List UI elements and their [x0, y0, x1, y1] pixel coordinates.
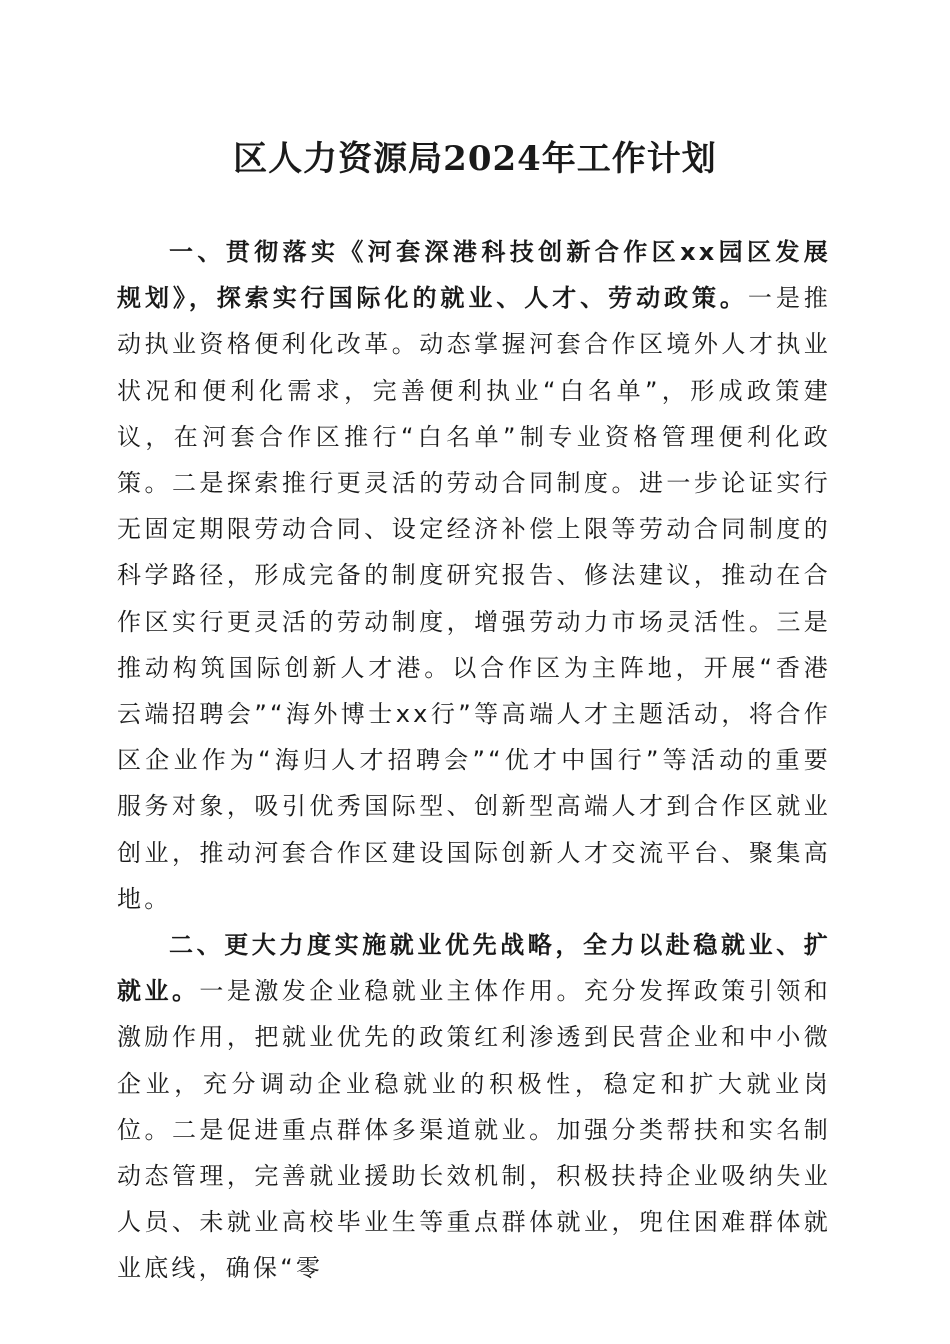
section-two-body: 一是激发企业稳就业主体作用。充分发挥政策引领和激励作用，把就业优先的政策红利渗透到民营企业和中小微企业，充分调动企业稳就业的积极性，稳定和扩大就业岗位。二是促进重点群体多渠道就业。加强分类帮扶和实名制动态管理，完善就业援助长效机制，积极扶持企业吸纳失业人员、未就业高校毕业生等重点群体就业，兜住困难群体就业底线，确保“零 — [117, 977, 831, 1283]
section-one-body: 一是推动执业资格便利化改革。动态掌握河套合作区境外人才执业状况和便利化需求，完善便利执业“白名单”，形成政策建议，在河套合作区推行“白名单”制专业资格管理便利化政策。二是探索推行更灵活的劳动合同制度。进一步论证实行无固定期限劳动合同、设定经济补偿上限等劳动合同制度的科学路径，形成完备的制度研究报告、修法建议，推动在合作区实行更灵活的劳动制度，增强劳动力市场灵活性。三是推动构筑国际创新人才港。以合作区为主阵地，开展“香港云端招聘会”“海外博士xx行”等高端人才主题活动，将合作区企业作为“海归人才招聘会”“优才中国行”等活动的重要服务对象，吸引优秀国际型、创新型高端人才到合作区就业创业，推动河套合作区建设国际创新人才交流平台、聚集高地。 — [117, 284, 831, 913]
section-two-paragraph — [117, 922, 831, 1292]
section-one-paragraph — [117, 229, 831, 922]
section-one-heading: 一、贯彻落实《河套深港科技创新合作区xx园区发展规划》，探索实行国际化的就业、人才、劳动政策。 — [117, 238, 831, 313]
document-title: 区人力资源局2024年工作计划 — [233, 139, 717, 179]
section-two-heading: 二、更大力度实施就业优先战略，全力以赴稳就业、扩就业。 — [117, 931, 831, 1006]
document-body — [117, 229, 831, 1292]
